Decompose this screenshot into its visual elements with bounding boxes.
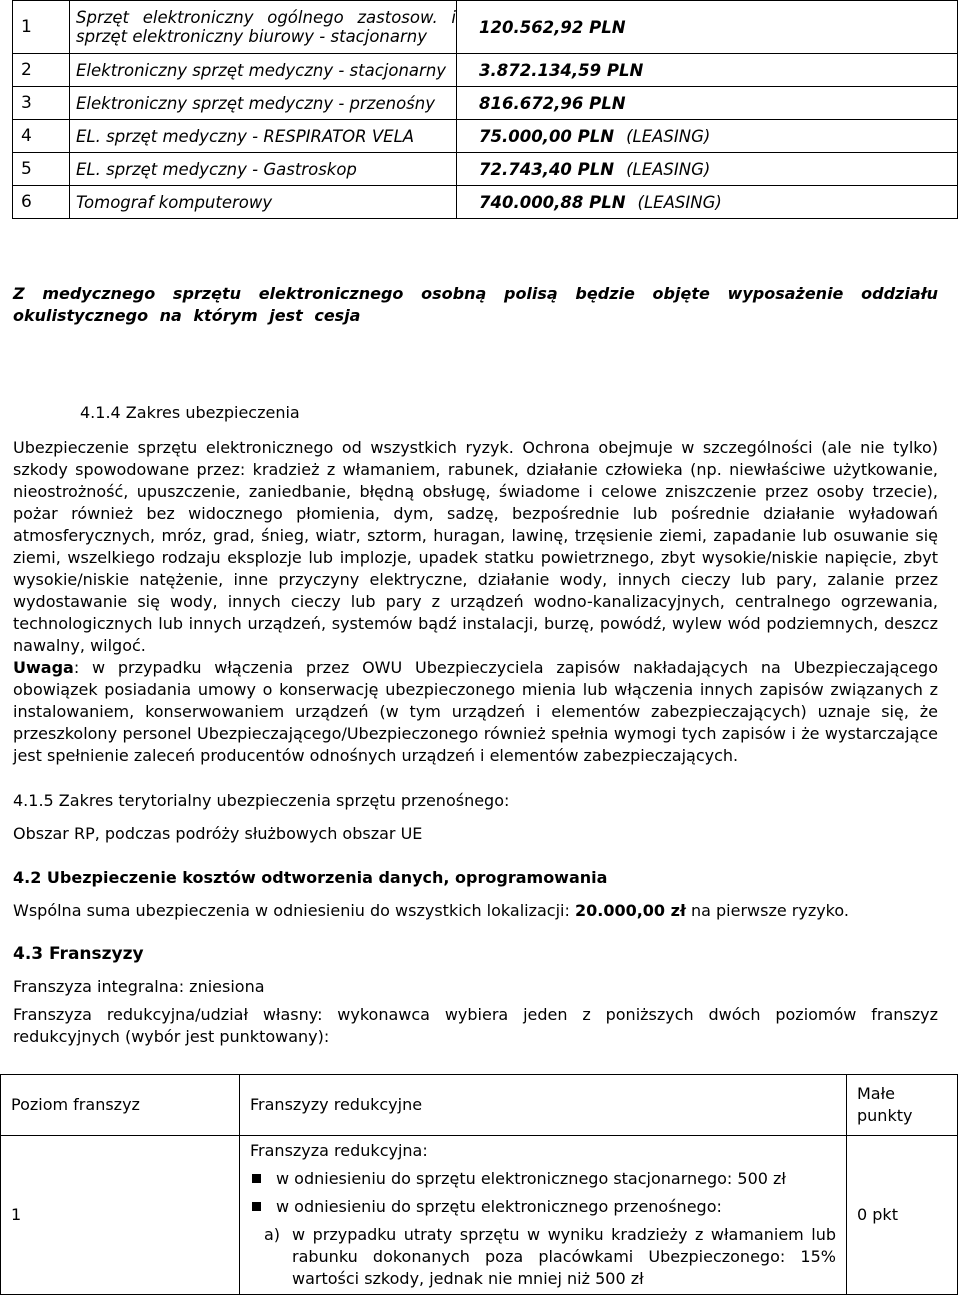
value-amount: 72.743,40 PLN (479, 159, 615, 179)
lease-label: (LEASING) (626, 126, 711, 146)
list-item (250, 1168, 836, 1190)
table-row (13, 54, 958, 87)
reductive-franchise-text: Franszyza redukcyjna/udział własny: wykonawca wybiera jeden z poniższych dwóch poziomów franszyz redukcyjnych (wybór jest punktowany): (13, 1005, 938, 1046)
value-amount: 740.000,88 PLN (479, 192, 626, 212)
franchise-points: 0 pkt (847, 1136, 958, 1295)
cession-note: Z medycznego sprzętu elektronicznego osobną polisą będzie objęte wyposażenie oddziału okulistycznego na którym jest cesja (13, 284, 938, 325)
sum-amount: 20.000,00 zł (574, 901, 686, 920)
value-amount: 816.672,96 PLN (479, 93, 626, 113)
list-item (250, 1196, 836, 1218)
row-number: 6 (13, 186, 70, 219)
territory-text: Obszar RP, podczas podróży służbowych obszar UE (13, 824, 423, 843)
equipment-value (457, 87, 958, 120)
equipment-description: EL. sprzęt medyczny - Gastroskop (70, 153, 457, 186)
scope-paragraph: Ubezpieczenie sprzętu elektronicznego od wszystkich ryzyk. Ochrona obejmuje w szczególności (ale nie tylko) szkody spowodowane przez: kradzież z włamaniem, rabunek, działanie człowieka (np. niewłaściwe użytkowanie, nieostrożność, upuszczenie, zaniedbanie, błędną obsługę, świadome i celowe zniszczenie przez osoby trzecie), pożar również bez widocznego płomienia, dym, sadzę, bezpośrednie lub pośrednie działanie wyładowań atmosferycznych, mróz, grad, śnieg, wiatr, sztorm, huragan, lawinę, trzęsienie ziemi, zapadanie lub osuwanie się ziemi, wszelkiego rodzaju eksplozje lub implozje, upadek statku powietrznego, zbyt wysokie/niskie napięcie, zbyt wysokie/niskie natężenie, inne przyczyny elektryczne, działanie wody, innych cieczy lub pary, zalanie przez wydostawanie się wody, innych cieczy lub pary z urządzeń wodno-kanalizacyjnych, centralnego ogrzewania, technologicznych lub innych urządzeń, systemów bądź instalacji, burzę, powódź, wylew wód podziemnych, deszcz nawalny, wilgoć. (13, 438, 938, 655)
warning-paragraph (13, 657, 938, 767)
table-row (1, 1136, 958, 1295)
equipment-value (457, 120, 958, 153)
section-heading-4-1-4: 4.1.4 Zakres ubezpieczenia (80, 403, 300, 422)
list-item-text: w odniesieniu do sprzętu elektronicznego stacjonarnego: 500 zł (276, 1169, 786, 1188)
section-heading-4-1-5: 4.1.5 Zakres terytorialny ubezpieczenia sprzętu przenośnego: (13, 791, 510, 810)
sub-item-text: w przypadku utraty sprzętu w wyniku kradzieży z włamaniem lub rabunku dokonanych poza placówkami Ubezpieczonego: 15% wartości szkody, jednak nie mniej niż 500 zł (292, 1225, 836, 1288)
column-header: Poziom franszyz (1, 1075, 240, 1136)
table-header-row (1, 1075, 958, 1136)
section-heading-4-3: 4.3 Franszyzy (13, 944, 144, 964)
sum-text-before: Wspólna suma ubezpieczenia w odniesieniu do wszystkich lokalizacji: (13, 901, 575, 920)
sub-item (250, 1224, 836, 1290)
table-row (13, 120, 958, 153)
franchise-title: Franszyza redukcyjna: (250, 1141, 428, 1160)
row-number: 3 (13, 87, 70, 120)
column-header: Małe punkty (847, 1075, 958, 1136)
list-item-text: w odniesieniu do sprzętu elektronicznego przenośnego: (276, 1197, 722, 1216)
equipment-value (457, 1, 958, 54)
table-row (13, 87, 958, 120)
sub-item-label: a) (264, 1225, 281, 1244)
table-row (13, 1, 958, 54)
equipment-description: Sprzęt elektroniczny ogólnego zastosow. i sprzęt elektroniczny biurowy - stacjonarny (70, 1, 457, 54)
table-row (13, 186, 958, 219)
table-row (13, 153, 958, 186)
integral-franchise-text: Franszyza integralna: zniesiona (13, 977, 265, 996)
sum-text-after: na pierwsze ryzyko. (685, 901, 849, 920)
warning-label: Uwaga (13, 658, 74, 677)
row-number: 2 (13, 54, 70, 87)
equipment-description: Elektroniczny sprzęt medyczny - stacjonarny (70, 54, 457, 87)
franchise-level: 1 (1, 1136, 240, 1295)
value-amount: 120.562,92 PLN (479, 17, 626, 37)
warning-text: : w przypadku włączenia przez OWU Ubezpieczyciela zapisów nakładających na Ubezpieczającego obowiązek posiadania umowy o konserwację ubezpieczonego mienia lub włączenia innych zapisów związanych z instalowaniem, konserwowaniem urządzeń (w tym urządzeń i elementów zabezpieczających) uznaje się, że przeszkolony personel Ubezpieczającego/Ubezpieczonego również spełnia wymogi tych zapisów i że wystarczające jest spełnienie zaleceń producentów odnośnych urządzeń i elementów zabezpieczających. (13, 658, 938, 765)
equipment-description: Elektroniczny sprzęt medyczny - przenośny (70, 87, 457, 120)
column-header: Franszyzy redukcyjne (240, 1075, 847, 1136)
sum-insured-text (13, 900, 938, 922)
lease-label: (LEASING) (637, 192, 722, 212)
equipment-value (457, 54, 958, 87)
square-bullet-icon (252, 1202, 261, 1211)
value-amount: 3.872.134,59 PLN (479, 60, 644, 80)
row-number: 1 (13, 1, 70, 54)
square-bullet-icon (252, 1174, 261, 1183)
section-heading-4-2: 4.2 Ubezpieczenie kosztów odtworzenia danych, oprogramowania (13, 868, 608, 887)
lease-label: (LEASING) (626, 159, 711, 179)
franchise-description (240, 1136, 847, 1295)
equipment-table (12, 0, 958, 219)
row-number: 4 (13, 120, 70, 153)
value-amount: 75.000,00 PLN (479, 126, 615, 146)
franchise-table (0, 1074, 958, 1295)
equipment-description: EL. sprzęt medyczny - RESPIRATOR VELA (70, 120, 457, 153)
equipment-description: Tomograf komputerowy (70, 186, 457, 219)
equipment-value (457, 186, 958, 219)
equipment-value (457, 153, 958, 186)
row-number: 5 (13, 153, 70, 186)
